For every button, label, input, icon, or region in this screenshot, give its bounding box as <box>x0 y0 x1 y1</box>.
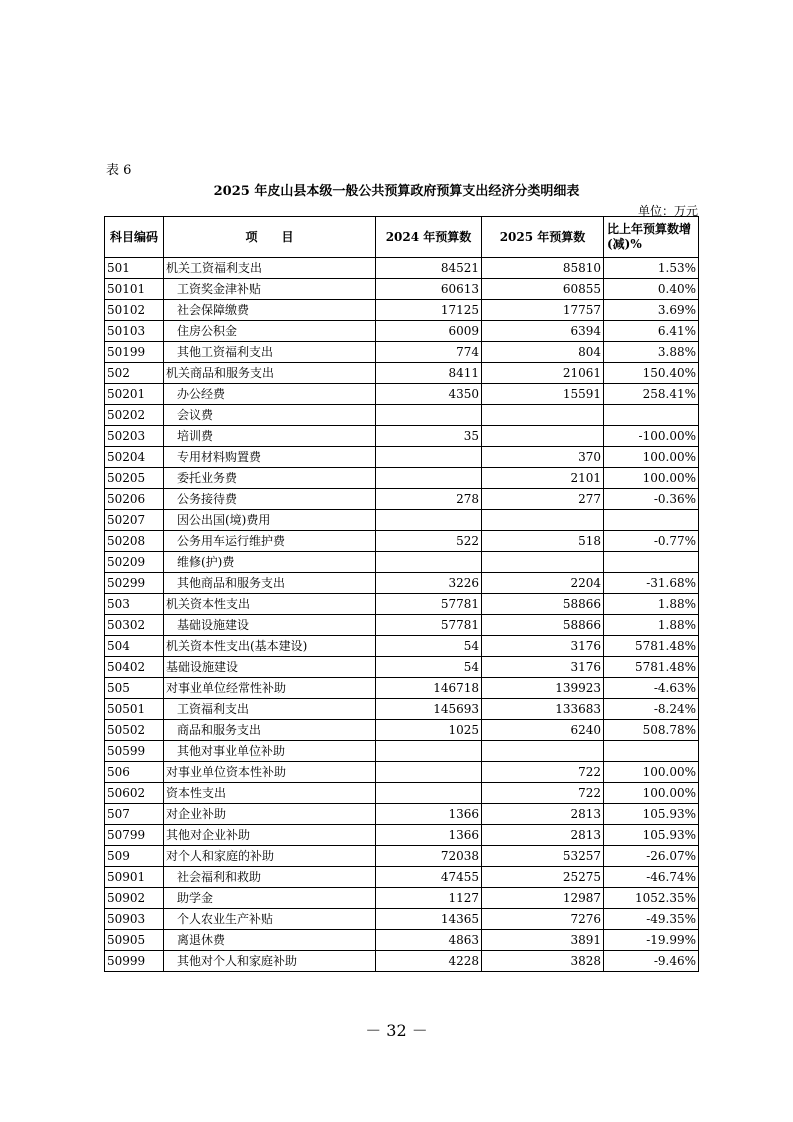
row-change: 508.78% <box>604 720 699 741</box>
header-budget-2025: 2025 年预算数 <box>482 217 604 258</box>
row-budget-2024: 1366 <box>376 825 482 846</box>
row-budget-2024 <box>376 552 482 573</box>
row-item: 社会保障缴费 <box>164 300 376 321</box>
row-budget-2024: 84521 <box>376 258 482 279</box>
row-budget-2024: 1025 <box>376 720 482 741</box>
header-budget-2024: 2024 年预算数 <box>376 217 482 258</box>
table-row <box>105 804 699 825</box>
row-item: 工资奖金津补贴 <box>164 279 376 300</box>
row-change: 100.00% <box>604 783 699 804</box>
table-row <box>105 951 699 972</box>
row-change: 1.88% <box>604 594 699 615</box>
row-item: 公务用车运行维护费 <box>164 531 376 552</box>
row-change: 1052.35% <box>604 888 699 909</box>
row-item: 社会福利和救助 <box>164 867 376 888</box>
row-item: 机关工资福利支出 <box>164 258 376 279</box>
row-code: 502 <box>105 363 164 384</box>
table-body <box>105 258 699 972</box>
row-budget-2025: 58866 <box>482 594 604 615</box>
row-code: 50599 <box>105 741 164 762</box>
row-budget-2024 <box>376 468 482 489</box>
row-change <box>604 405 699 426</box>
row-budget-2024 <box>376 405 482 426</box>
row-code: 506 <box>105 762 164 783</box>
row-budget-2024: 4863 <box>376 930 482 951</box>
row-budget-2025: 804 <box>482 342 604 363</box>
row-change: 100.00% <box>604 762 699 783</box>
header-code: 科目编码 <box>105 217 164 258</box>
row-budget-2025: 3891 <box>482 930 604 951</box>
row-item: 助学金 <box>164 888 376 909</box>
row-budget-2024: 4228 <box>376 951 482 972</box>
row-item: 对事业单位资本性补助 <box>164 762 376 783</box>
row-budget-2024: 774 <box>376 342 482 363</box>
table-row <box>105 867 699 888</box>
table-row <box>105 846 699 867</box>
row-budget-2025: 7276 <box>482 909 604 930</box>
row-code: 50208 <box>105 531 164 552</box>
row-budget-2025: 25275 <box>482 867 604 888</box>
table-row <box>105 405 699 426</box>
header-item: 项 目 <box>164 217 376 258</box>
row-item: 办公经费 <box>164 384 376 405</box>
row-budget-2024 <box>376 762 482 783</box>
row-budget-2024: 3226 <box>376 573 482 594</box>
row-budget-2024: 60613 <box>376 279 482 300</box>
table-row <box>105 300 699 321</box>
row-change: 3.69% <box>604 300 699 321</box>
row-change: 0.40% <box>604 279 699 300</box>
row-code: 50102 <box>105 300 164 321</box>
row-change: -100.00% <box>604 426 699 447</box>
row-code: 50905 <box>105 930 164 951</box>
row-budget-2025: 722 <box>482 762 604 783</box>
table-row <box>105 783 699 804</box>
row-item: 培训费 <box>164 426 376 447</box>
row-item: 其他工资福利支出 <box>164 342 376 363</box>
row-budget-2025: 53257 <box>482 846 604 867</box>
row-item: 住房公积金 <box>164 321 376 342</box>
row-item: 商品和服务支出 <box>164 720 376 741</box>
row-code: 50206 <box>105 489 164 510</box>
row-budget-2024 <box>376 783 482 804</box>
row-item: 对事业单位经常性补助 <box>164 678 376 699</box>
row-item: 委托业务费 <box>164 468 376 489</box>
row-change: 1.88% <box>604 615 699 636</box>
row-change: -0.77% <box>604 531 699 552</box>
row-budget-2024 <box>376 741 482 762</box>
table-label: 表 6 <box>106 163 132 178</box>
row-item: 其他对事业单位补助 <box>164 741 376 762</box>
table-row <box>105 930 699 951</box>
row-code: 50901 <box>105 867 164 888</box>
table-header-row <box>105 217 699 258</box>
row-code: 50205 <box>105 468 164 489</box>
row-change: 5781.48% <box>604 636 699 657</box>
row-budget-2025 <box>482 426 604 447</box>
row-change: 5781.48% <box>604 657 699 678</box>
row-budget-2025: 6394 <box>482 321 604 342</box>
row-budget-2025: 133683 <box>482 699 604 720</box>
row-item: 资本性支出 <box>164 783 376 804</box>
row-budget-2024: 54 <box>376 636 482 657</box>
row-item: 对企业补助 <box>164 804 376 825</box>
row-budget-2025: 17757 <box>482 300 604 321</box>
table-row <box>105 720 699 741</box>
table-row <box>105 384 699 405</box>
row-change: 150.40% <box>604 363 699 384</box>
row-code: 50207 <box>105 510 164 531</box>
row-budget-2024 <box>376 447 482 468</box>
row-code: 501 <box>105 258 164 279</box>
row-budget-2024: 57781 <box>376 615 482 636</box>
table-row <box>105 489 699 510</box>
row-item: 其他对企业补助 <box>164 825 376 846</box>
table-row <box>105 321 699 342</box>
row-code: 50103 <box>105 321 164 342</box>
row-change <box>604 552 699 573</box>
unit-label: 单位：万元 <box>637 204 698 218</box>
row-budget-2024: 72038 <box>376 846 482 867</box>
row-code: 50799 <box>105 825 164 846</box>
row-budget-2025: 3176 <box>482 636 604 657</box>
row-code: 50201 <box>105 384 164 405</box>
row-item: 因公出国(境)费用 <box>164 510 376 531</box>
table-row <box>105 825 699 846</box>
row-change: -49.35% <box>604 909 699 930</box>
table-row <box>105 741 699 762</box>
row-budget-2025: 15591 <box>482 384 604 405</box>
row-budget-2025 <box>482 552 604 573</box>
table-row <box>105 342 699 363</box>
document-title: 2025 年皮山县本级一般公共预算政府预算支出经济分类明细表 <box>213 184 580 199</box>
row-change <box>604 741 699 762</box>
row-change: 3.88% <box>604 342 699 363</box>
row-budget-2024: 57781 <box>376 594 482 615</box>
row-code: 509 <box>105 846 164 867</box>
row-change: 100.00% <box>604 447 699 468</box>
row-code: 50302 <box>105 615 164 636</box>
row-budget-2024: 1366 <box>376 804 482 825</box>
row-code: 504 <box>105 636 164 657</box>
row-budget-2025 <box>482 510 604 531</box>
row-change: 105.93% <box>604 825 699 846</box>
row-budget-2024: 146718 <box>376 678 482 699</box>
row-budget-2025: 6240 <box>482 720 604 741</box>
row-code: 50999 <box>105 951 164 972</box>
row-budget-2025: 3176 <box>482 657 604 678</box>
table-row <box>105 258 699 279</box>
row-change: -9.46% <box>604 951 699 972</box>
row-item: 机关资本性支出(基本建设) <box>164 636 376 657</box>
row-item: 对个人和家庭的补助 <box>164 846 376 867</box>
row-code: 507 <box>105 804 164 825</box>
row-item: 其他商品和服务支出 <box>164 573 376 594</box>
row-change: -8.24% <box>604 699 699 720</box>
row-item: 个人农业生产补贴 <box>164 909 376 930</box>
row-item: 其他对个人和家庭补助 <box>164 951 376 972</box>
row-budget-2025: 58866 <box>482 615 604 636</box>
row-budget-2025: 2101 <box>482 468 604 489</box>
table-row <box>105 636 699 657</box>
page-number: － 32 － <box>365 1021 428 1040</box>
row-code: 50299 <box>105 573 164 594</box>
row-code: 50203 <box>105 426 164 447</box>
row-budget-2024: 1127 <box>376 888 482 909</box>
row-item: 机关资本性支出 <box>164 594 376 615</box>
row-code: 50101 <box>105 279 164 300</box>
table-row <box>105 447 699 468</box>
row-budget-2025: 277 <box>482 489 604 510</box>
table-row <box>105 573 699 594</box>
row-item: 维修(护)费 <box>164 552 376 573</box>
row-item: 离退休费 <box>164 930 376 951</box>
row-code: 50209 <box>105 552 164 573</box>
row-code: 50199 <box>105 342 164 363</box>
table-row <box>105 888 699 909</box>
row-item: 基础设施建设 <box>164 657 376 678</box>
row-item: 机关商品和服务支出 <box>164 363 376 384</box>
row-budget-2024: 54 <box>376 657 482 678</box>
row-budget-2024: 14365 <box>376 909 482 930</box>
header-change: 比上年预算数增(减)% <box>604 217 699 258</box>
row-code: 505 <box>105 678 164 699</box>
row-change: -4.63% <box>604 678 699 699</box>
row-code: 503 <box>105 594 164 615</box>
row-change: -19.99% <box>604 930 699 951</box>
row-item: 基础设施建设 <box>164 615 376 636</box>
table-row <box>105 510 699 531</box>
row-change: -0.36% <box>604 489 699 510</box>
row-budget-2024: 278 <box>376 489 482 510</box>
row-budget-2025: 139923 <box>482 678 604 699</box>
row-code: 50903 <box>105 909 164 930</box>
row-change: 105.93% <box>604 804 699 825</box>
table-row <box>105 363 699 384</box>
table-row <box>105 594 699 615</box>
row-budget-2024: 6009 <box>376 321 482 342</box>
row-budget-2025: 60855 <box>482 279 604 300</box>
row-item: 公务接待费 <box>164 489 376 510</box>
row-budget-2024 <box>376 510 482 531</box>
row-code: 50902 <box>105 888 164 909</box>
row-budget-2024: 8411 <box>376 363 482 384</box>
row-budget-2025: 370 <box>482 447 604 468</box>
table-row <box>105 552 699 573</box>
row-budget-2025: 21061 <box>482 363 604 384</box>
row-code: 50602 <box>105 783 164 804</box>
row-budget-2025: 518 <box>482 531 604 552</box>
table-row <box>105 699 699 720</box>
row-budget-2025: 12987 <box>482 888 604 909</box>
row-budget-2025: 2813 <box>482 804 604 825</box>
row-code: 50501 <box>105 699 164 720</box>
row-budget-2025: 2813 <box>482 825 604 846</box>
row-code: 50204 <box>105 447 164 468</box>
table-row <box>105 678 699 699</box>
table-row <box>105 426 699 447</box>
row-budget-2025: 85810 <box>482 258 604 279</box>
budget-table <box>104 216 699 972</box>
row-change: 100.00% <box>604 468 699 489</box>
table-row <box>105 468 699 489</box>
row-change: 1.53% <box>604 258 699 279</box>
table-row <box>105 279 699 300</box>
row-budget-2025 <box>482 741 604 762</box>
row-budget-2024: 17125 <box>376 300 482 321</box>
row-budget-2025: 2204 <box>482 573 604 594</box>
row-change: -46.74% <box>604 867 699 888</box>
row-budget-2025: 3828 <box>482 951 604 972</box>
row-budget-2025 <box>482 405 604 426</box>
row-budget-2024: 522 <box>376 531 482 552</box>
row-change: 6.41% <box>604 321 699 342</box>
row-budget-2024: 35 <box>376 426 482 447</box>
row-code: 50202 <box>105 405 164 426</box>
table-row <box>105 615 699 636</box>
row-budget-2024: 145693 <box>376 699 482 720</box>
row-change: -31.68% <box>604 573 699 594</box>
row-budget-2024: 47455 <box>376 867 482 888</box>
row-change: 258.41% <box>604 384 699 405</box>
row-item: 会议费 <box>164 405 376 426</box>
row-budget-2025: 722 <box>482 783 604 804</box>
row-code: 50502 <box>105 720 164 741</box>
row-item: 工资福利支出 <box>164 699 376 720</box>
row-budget-2024: 4350 <box>376 384 482 405</box>
table-row <box>105 531 699 552</box>
row-item: 专用材料购置费 <box>164 447 376 468</box>
row-change: -26.07% <box>604 846 699 867</box>
table-row <box>105 909 699 930</box>
table-row <box>105 657 699 678</box>
row-change <box>604 510 699 531</box>
row-code: 50402 <box>105 657 164 678</box>
table-row <box>105 762 699 783</box>
